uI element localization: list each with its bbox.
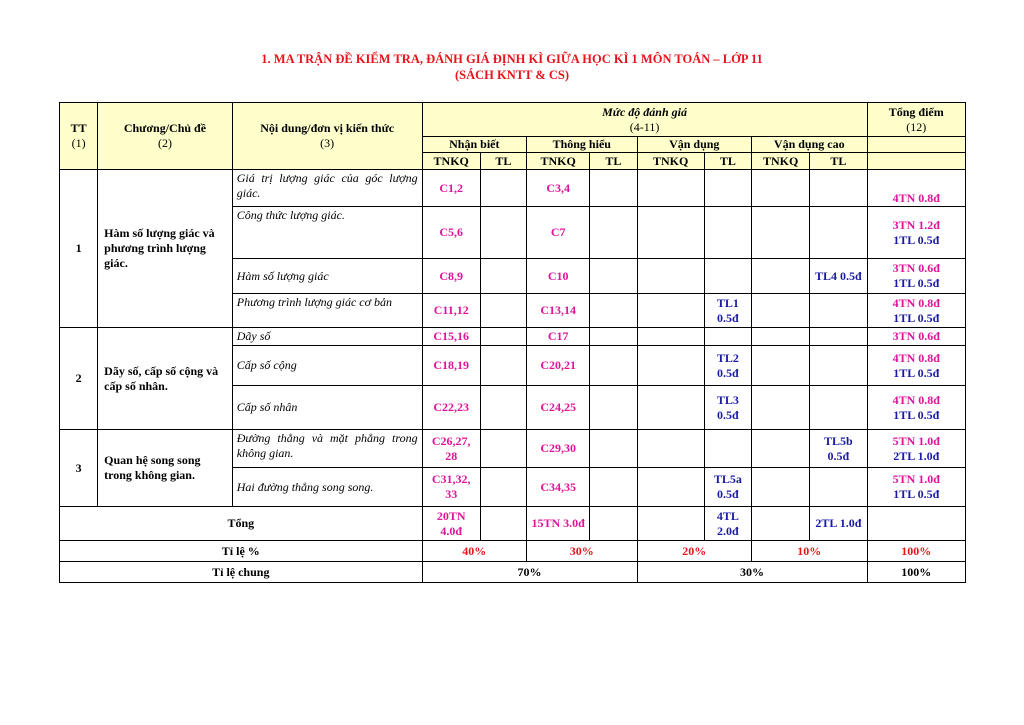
cell-total: 3TN 0.6đ [867, 328, 966, 346]
cell-total: 3TN 1.2đ 1TL 0.5đ [867, 207, 966, 259]
ratio-vdc: 10% [752, 541, 868, 562]
header-tt: TT (1) [60, 103, 98, 170]
cell-vd-tl: TL3 0.5đ [704, 386, 751, 430]
ratio-general-low: 70% [422, 562, 637, 583]
cell-th-tnkq: C7 [527, 207, 590, 259]
cell-total: 4TN 0.8đ 1TL 0.5đ [867, 294, 966, 328]
cell-vdc-tl [810, 170, 867, 207]
cell-nb-tnkq: C22,23 [422, 386, 480, 430]
header-level-th: Thông hiểu [527, 137, 637, 153]
header-level-vd: Vận dụng [637, 137, 752, 153]
ratio-row [60, 541, 966, 562]
cell-th-tnkq: C20,21 [527, 346, 590, 386]
cell-nb-tnkq: C18,19 [422, 346, 480, 386]
cell-th-tnkq: C10 [527, 259, 590, 294]
lesson-name: Cấp số nhân [232, 386, 422, 430]
document-title [0, 51, 1024, 83]
totals-nb: 20TN 4.0đ [422, 507, 480, 541]
cell-total: 4TN 0.8đ [867, 170, 966, 207]
cell-vdc-tl: TL4 0.5đ [810, 259, 867, 294]
ratio-general-row [60, 562, 966, 583]
header-sub-col: TNKQ [752, 153, 810, 170]
chapter-number: 1 [60, 170, 98, 328]
totals-vdc: 2TL 1.0đ [810, 507, 867, 541]
lesson-name: Phương trình lượng giác cơ bản [232, 294, 422, 328]
cell-th-tnkq: C34,35 [527, 468, 590, 507]
ratio-general-total: 100% [867, 562, 966, 583]
assessment-matrix-table [59, 102, 966, 583]
ratio-total: 100% [867, 541, 966, 562]
header-sub-col: TNKQ [422, 153, 480, 170]
ratio-nb: 40% [422, 541, 526, 562]
cell-nb-tnkq: C26,27, 28 [422, 430, 480, 468]
header-sub-col: TL [590, 153, 637, 170]
ratio-vd: 20% [637, 541, 752, 562]
cell-vdc-tl [810, 468, 867, 507]
lesson-name: Cấp số cộng [232, 346, 422, 386]
cell-vdc-tl [810, 207, 867, 259]
totals-row [60, 507, 966, 541]
cell-vd-tl [704, 328, 751, 346]
header-sub-col: TL [810, 153, 867, 170]
cell-nb-tnkq: C31,32, 33 [422, 468, 480, 507]
lesson-name: Dãy số [232, 328, 422, 346]
header-chapter: Chương/Chủ đề (2) [98, 103, 233, 170]
header-level-nb: Nhận biết [422, 137, 526, 153]
title-line-2: (SÁCH KNTT & CS) [454, 68, 570, 82]
header-sub-col: TL [704, 153, 751, 170]
cell-total: 5TN 1.0đ 2TL 1.0đ [867, 430, 966, 468]
cell-vd-tl: TL1 0.5đ [704, 294, 751, 328]
cell-total: 3TN 0.6đ 1TL 0.5đ [867, 259, 966, 294]
chapter-number: 2 [60, 328, 98, 430]
cell-nb-tnkq: C15,16 [422, 328, 480, 346]
cell-vdc-tl [810, 328, 867, 346]
cell-vdc-tl [810, 386, 867, 430]
lesson-name: Đường thẳng và mặt phẳng trong không gian. [232, 430, 422, 468]
title-line-1: 1. MA TRẬN ĐỀ KIỂM TRA, ĐÁNH GIÁ ĐỊNH KÌ GIỮA HỌC KÌ 1 MÔN TOÁN – LỚP 11 [261, 52, 763, 66]
chapter-name: Dãy số, cấp số cộng và cấp số nhân. [98, 328, 233, 430]
cell-nb-tnkq: C11,12 [422, 294, 480, 328]
table-row [60, 170, 966, 207]
cell-th-tnkq: C17 [527, 328, 590, 346]
cell-total: 4TN 0.8đ 1TL 0.5đ [867, 386, 966, 430]
ratio-label: Tỉ lệ % [60, 541, 423, 562]
chapter-name: Hàm số lượng giác và phương trình lượng giác. [98, 170, 233, 328]
header-level-vdc: Vận dụng cao [752, 137, 868, 153]
cell-th-tnkq: C3,4 [527, 170, 590, 207]
cell-nb-tnkq: C1,2 [422, 170, 480, 207]
lesson-name: Hàm số lượng giác [232, 259, 422, 294]
cell-vd-tl [704, 430, 751, 468]
table-row [60, 430, 966, 468]
cell-vdc-tl: TL5b 0.5đ [810, 430, 867, 468]
ratio-general-high: 30% [637, 562, 867, 583]
header-sub-col: TNKQ [527, 153, 590, 170]
ratio-th: 30% [527, 541, 637, 562]
cell-th-tnkq: C29,30 [527, 430, 590, 468]
cell-vd-tl: TL2 0.5đ [704, 346, 751, 386]
totals-label: Tổng [60, 507, 423, 541]
cell-vd-tl [704, 207, 751, 259]
table-row [60, 328, 966, 346]
chapter-number: 3 [60, 430, 98, 507]
cell-th-tnkq: C13,14 [527, 294, 590, 328]
header-content: Nội dung/đơn vị kiến thức (3) [232, 103, 422, 170]
cell-vd-tl: TL5a 0.5đ [704, 468, 751, 507]
lesson-name: Hai đường thẳng song song. [232, 468, 422, 507]
ratio-general-label: Tỉ lệ chung [60, 562, 423, 583]
cell-total: 4TN 0.8đ 1TL 0.5đ [867, 346, 966, 386]
totals-th: 15TN 3.0đ [527, 507, 590, 541]
lesson-name: Công thức lượng giác. [232, 207, 422, 259]
header-total: Tổng điểm (12) [867, 103, 966, 137]
header-sub-blank [867, 153, 966, 170]
header-level: Mức độ đánh giá (4-11) [422, 103, 867, 137]
totals-vd: 4TL 2.0đ [704, 507, 751, 541]
header-sub-col: TNKQ [637, 153, 704, 170]
cell-vdc-tl [810, 346, 867, 386]
lesson-name: Giá trị lượng giác của góc lượng giác. [232, 170, 422, 207]
cell-vdc-tl [810, 294, 867, 328]
cell-nb-tnkq: C8,9 [422, 259, 480, 294]
cell-total: 5TN 1.0đ 1TL 0.5đ [867, 468, 966, 507]
cell-th-tnkq: C24,25 [527, 386, 590, 430]
cell-nb-tnkq: C5,6 [422, 207, 480, 259]
cell-vd-tl [704, 170, 751, 207]
chapter-name: Quan hệ song song trong không gian. [98, 430, 233, 507]
cell-vd-tl [704, 259, 751, 294]
header-sub-col: TL [480, 153, 526, 170]
header-level-blank [867, 137, 966, 153]
